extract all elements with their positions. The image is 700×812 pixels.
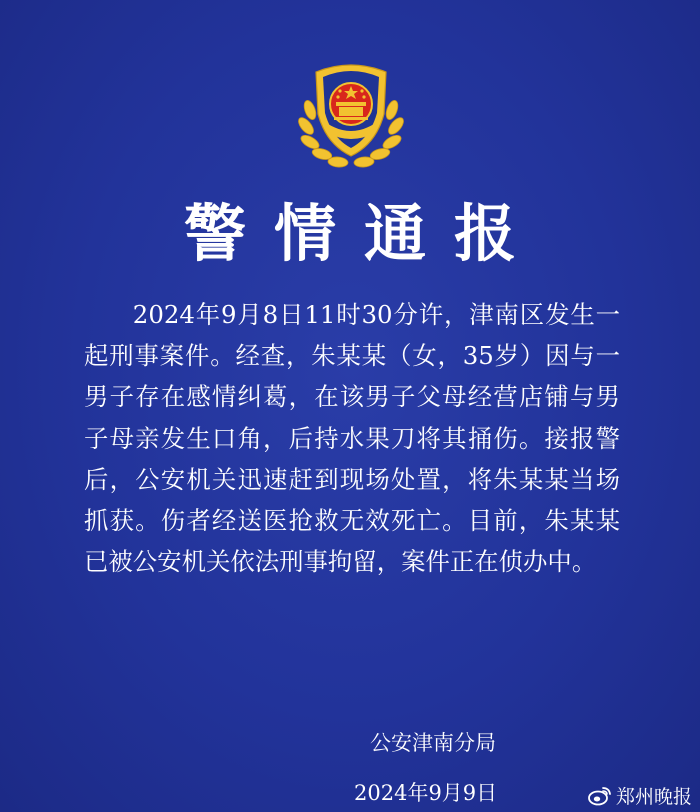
watermark-label: 郑州晚报 — [615, 786, 692, 808]
notice-title: 警情通报 — [183, 197, 544, 270]
weibo-icon — [588, 786, 612, 806]
police-emblem-icon — [296, 58, 406, 172]
issuing-agency: 公安津南分局 — [370, 731, 496, 755]
notice-paragraph: 2024年9月8日11时30分许，津南区发生一起刑事案件。经查，朱某某（女，35岁）因与一男子存在感情纠葛，在该男子父母经营店铺与男子母亲发生口角，后持水果刀将其捅伤。接报警后，公安机关迅速赶到现场处置，将朱某某当场抓获。伤者经送医抢救无效死亡。目前，朱某某已被公安机关依法刑事拘留，案件正在侦办中。 — [84, 300, 620, 577]
issue-date: 2024年9月9日 — [354, 781, 498, 805]
source-watermark — [588, 782, 692, 809]
notice-body — [84, 294, 620, 582]
